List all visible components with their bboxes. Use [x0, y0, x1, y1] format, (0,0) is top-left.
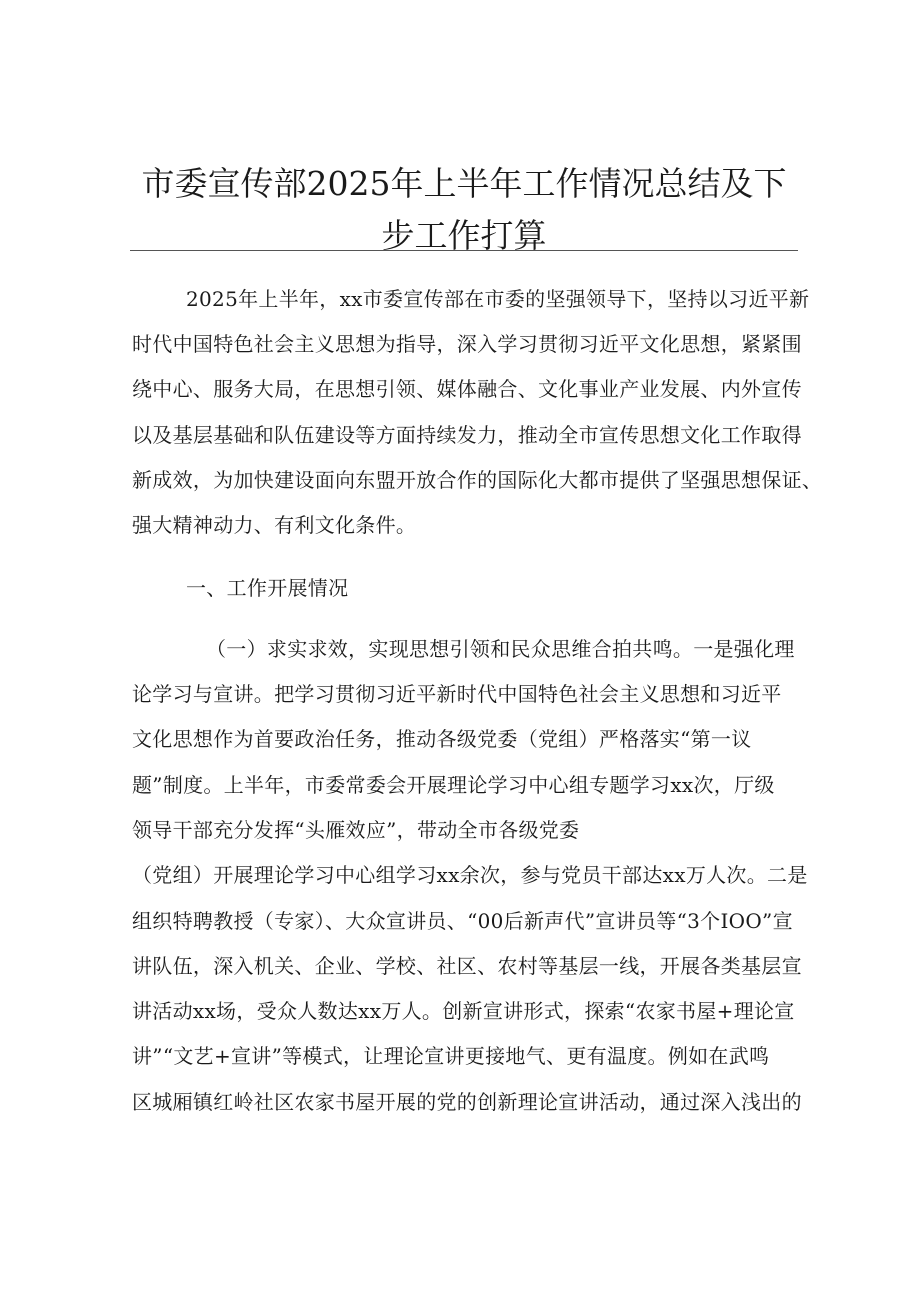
- title-divider: [130, 250, 798, 251]
- paragraph-1-line: 绕中心、服务大局，在思想引领、媒体融合、文化事业产业发展、内外宣传: [132, 377, 802, 401]
- paragraph-1-line: 强大精神动力、有利文化条件。: [132, 513, 417, 537]
- paragraph-2-line: （一）求实求效，实现思想引领和民众思维合拍共鸣。一是强化理: [206, 637, 795, 661]
- paragraph-2-line: 组织特聘教授（专家）、大众宣讲员、“00后新声代”宣讲员等“3个IOO”宣: [132, 909, 793, 933]
- paragraph-2-line: 论学习与宣讲。把学习贯彻习近平新时代中国特色社会主义思想和习近平: [132, 682, 782, 706]
- paragraph-2-line: 题”制度。上半年，市委常委会开展理论学习中心组专题学习xx次，厅级: [132, 773, 775, 797]
- section-heading: 一、工作开展情况: [186, 576, 349, 600]
- paragraph-1-line: 2025年上半年，xx市委宣传部在市委的坚强领导下，坚持以习近平新: [186, 287, 810, 311]
- paragraph-2-line: （党组）开展理论学习中心组学习xx余次，参与党员干部达xx万人次。二是: [132, 863, 808, 887]
- paragraph-1-line: 新成效，为加快建设面向东盟开放合作的国际化大都市提供了坚强思想保证、: [132, 468, 823, 492]
- title-line-1: 市委宣传部2025年上半年工作情况总结及下: [141, 164, 787, 203]
- document-title: [130, 158, 798, 262]
- paragraph-1-line: 时代中国特色社会主义思想为指导，深入学习贯彻习近平文化思想，紧紧围: [132, 332, 802, 356]
- paragraph-2-line: 讲活动xx场，受众人数达xx万人。创新宣讲形式，探索“农家书屋+理论宣: [132, 999, 795, 1023]
- title-line-2: 步工作打算: [381, 216, 547, 255]
- paragraph-2-line: 讲”“文艺+宣讲”等模式，让理论宣讲更接地气、更有温度。例如在武鸣: [132, 1044, 770, 1068]
- paragraph-2-line: 讲队伍，深入机关、企业、学校、社区、农村等基层一线，开展各类基层宣: [132, 954, 802, 978]
- paragraph-2-line: 区城厢镇红岭社区农家书屋开展的党的创新理论宣讲活动，通过深入浅出的: [132, 1090, 802, 1114]
- paragraph-1-line: 以及基层基础和队伍建设等方面持续发力，推动全市宣传思想文化工作取得: [132, 423, 802, 447]
- paragraph-2-line: 文化思想作为首要政治任务，推动各级党委（党组）严格落实“第一议: [132, 727, 752, 751]
- paragraph-2-line: 领导干部充分发挥“头雁效应”，带动全市各级党委: [132, 818, 580, 842]
